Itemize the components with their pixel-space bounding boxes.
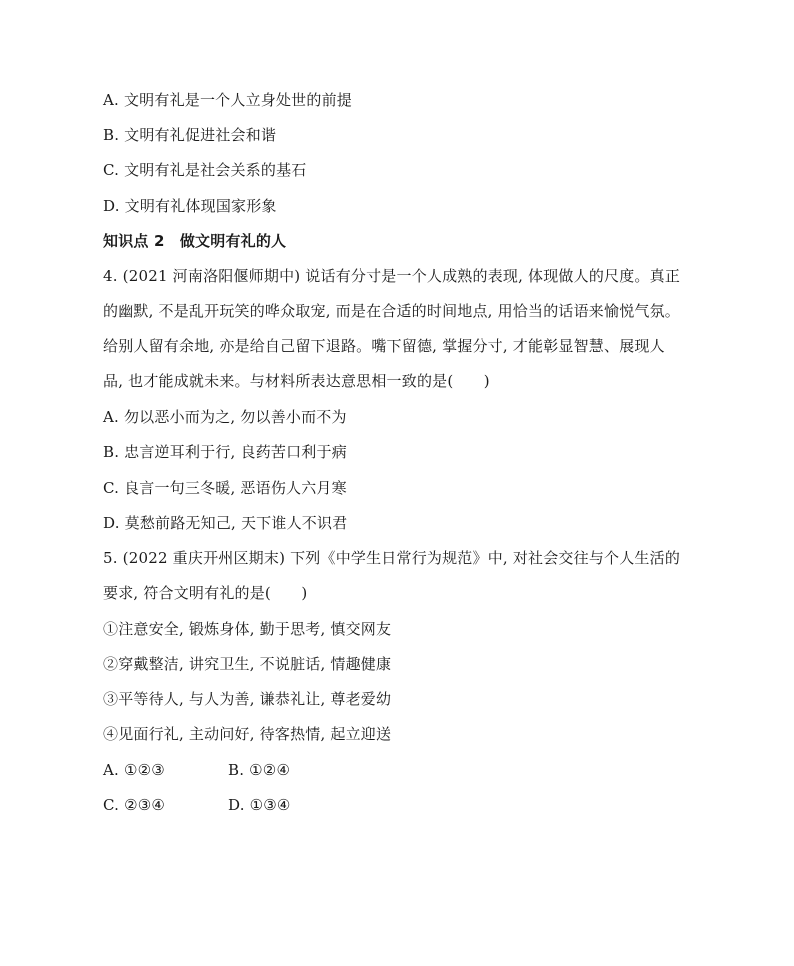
q5-option-a: A. ①②③ — [103, 761, 165, 779]
q3-option-b: B. 文明有礼促进社会和谐 — [103, 126, 277, 144]
q4-stem-line4: 品, 也才能成就未来。与材料所表达意思相一致的是( ) — [103, 372, 490, 390]
q5-item-2: ②穿戴整洁, 讲究卫生, 不说脏话, 情趣健康 — [103, 655, 392, 673]
q5-option-c: C. ②③④ — [103, 796, 166, 814]
q4-option-b: B. 忠言逆耳利于行, 良药苦口利于病 — [103, 443, 347, 461]
q5-item-1: ①注意安全, 锻炼身体, 勤于思考, 慎交网友 — [103, 620, 392, 638]
q5-option-d: D. ①③④ — [228, 796, 291, 814]
q3-option-a: A. 文明有礼是一个人立身处世的前提 — [103, 91, 352, 109]
q5-option-b: B. ①②④ — [228, 761, 291, 779]
q5-stem-line1: 5. (2022 重庆开州区期末) 下列《中学生日常行为规范》中, 对社会交往与个人生活的 — [103, 549, 681, 567]
q4-stem-line2: 的幽默, 不是乱开玩笑的哗众取宠, 而是在合适的时间地点, 用恰当的话语来愉悦气氛。 — [103, 302, 681, 320]
q5-stem-line2: 要求, 符合文明有礼的是( ) — [103, 584, 308, 602]
q4-option-a: A. 勿以恶小而为之, 勿以善小而不为 — [103, 408, 347, 426]
q4-option-c: C. 良言一句三冬暖, 恶语伤人六月寒 — [103, 479, 347, 497]
q4-stem-line3: 给别人留有余地, 亦是给自己留下退路。嘴下留德, 掌握分寸, 才能彰显智慧、展现人 — [103, 337, 665, 355]
q4-stem-line1: 4. (2021 河南洛阳偃师期中) 说话有分寸是一个人成熟的表现, 体现做人的尺度。真正 — [103, 267, 681, 285]
q5-item-4: ④见面行礼, 主动问好, 待客热情, 起立迎送 — [103, 725, 392, 743]
q3-option-d: D. 文明有礼体现国家形象 — [103, 197, 277, 215]
q5-item-3: ③平等待人, 与人为善, 谦恭礼让, 尊老爱幼 — [103, 690, 392, 708]
q3-option-c: C. 文明有礼是社会关系的基石 — [103, 161, 307, 179]
section-heading: 知识点 2 做文明有礼的人 — [103, 232, 287, 250]
q4-option-d: D. 莫愁前路无知己, 天下谁人不识君 — [103, 514, 348, 532]
